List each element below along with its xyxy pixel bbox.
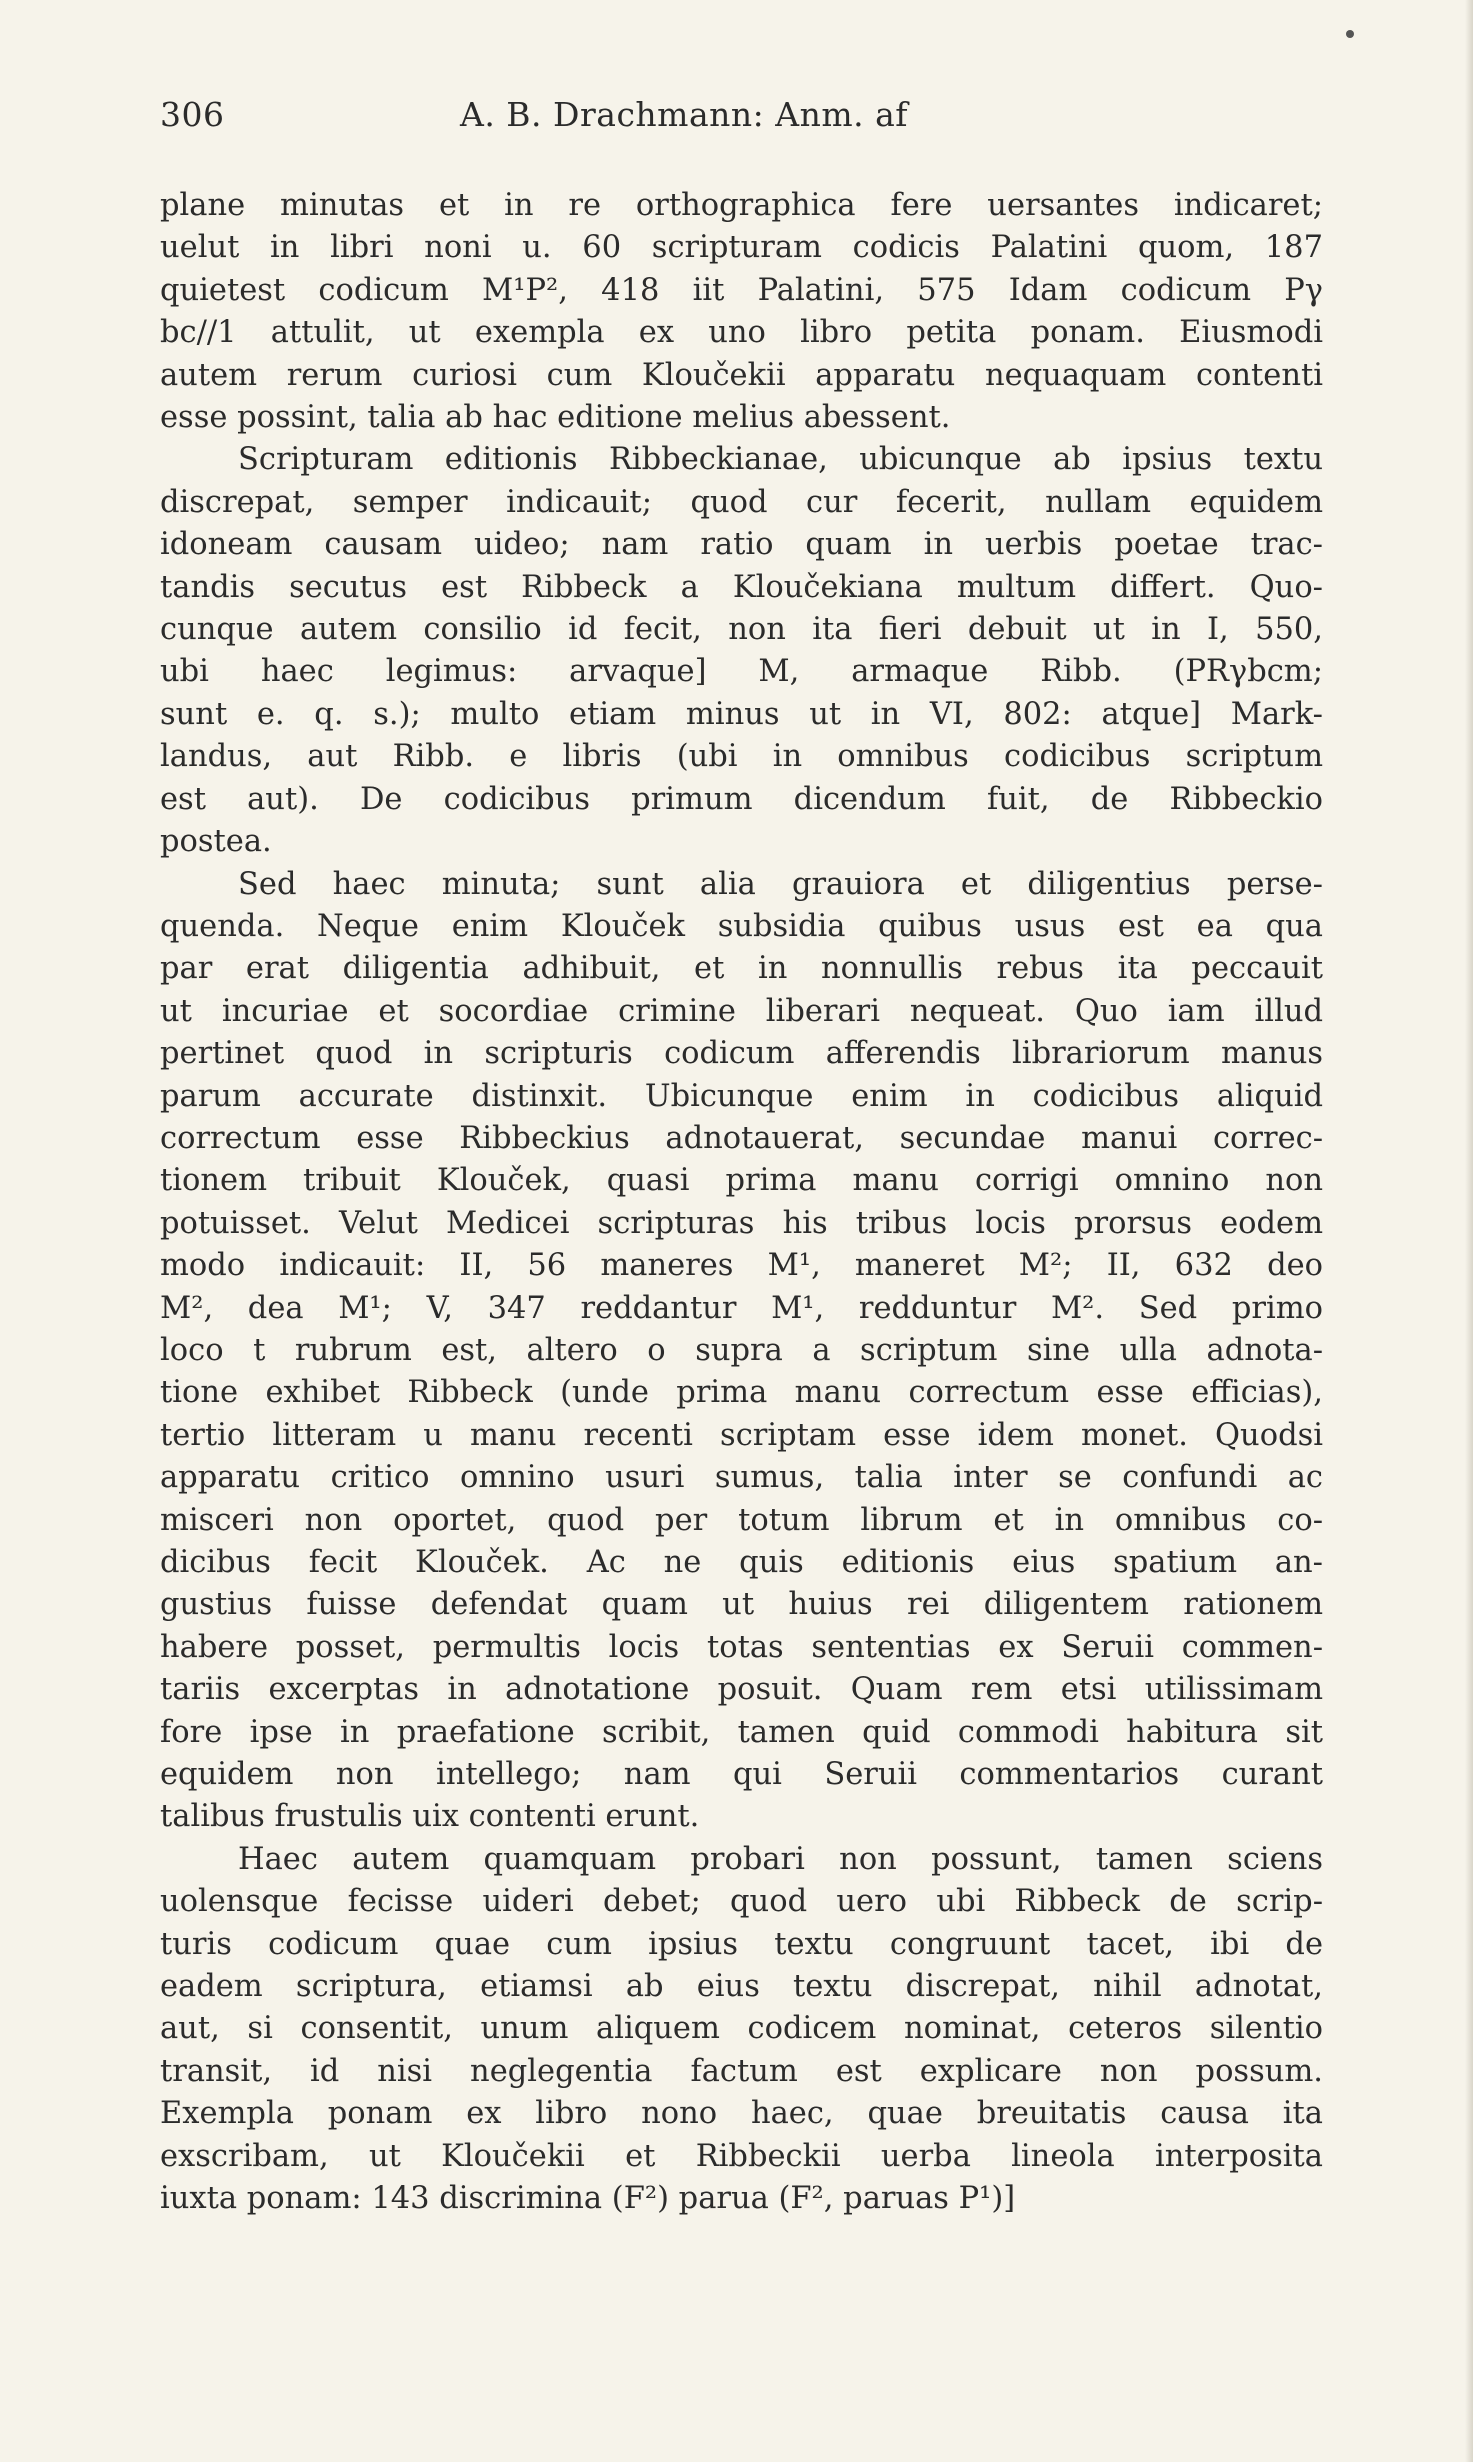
text-line: par erat diligentia adhibuit, et in nonnullis rebus ita peccauit — [160, 951, 1323, 987]
text-line: aut, si consentit, unum aliquem codicem nominat, ceteros silentio — [160, 2011, 1323, 2047]
text-line: landus, aut Ribb. e libris (ubi in omnibus codicibus scriptum — [160, 739, 1323, 775]
text-line: habere posset, permultis locis totas sententias ex Seruii commen- — [160, 1629, 1323, 1665]
text-line: tandis secutus est Ribbeck a Kloučekiana multum differt. Quo- — [160, 569, 1323, 605]
page-number: 306 — [160, 95, 225, 134]
text-line: apparatu critico omnino usuri sumus, talia inter se confundi ac — [160, 1460, 1323, 1496]
text-line: correctum esse Ribbeckius adnotauerat, secundae manui correc- — [160, 1120, 1323, 1156]
text-line: loco t rubrum est, altero o supra a scriptum sine ulla adnota- — [160, 1332, 1323, 1368]
text-line: eadem scriptura, etiamsi ab eius textu discrepat, nihil adnotat, — [160, 1969, 1323, 2005]
paragraph — [160, 1839, 1323, 2221]
page-edge — [1465, 0, 1473, 2462]
text-line: quenda. Neque enim Klouček subsidia quibus usus est ea qua — [160, 908, 1323, 944]
text-line: exscribam, ut Kloučekii et Ribbeckii uerba lineola interposita — [160, 2138, 1323, 2174]
body-text — [160, 185, 1323, 2221]
text-line: Scripturam editionis Ribbeckianae, ubicunque ab ipsius textu — [238, 442, 1323, 478]
text-line: transit, id nisi neglegentia factum est explicare non possum. — [160, 2053, 1323, 2089]
paragraph — [160, 439, 1323, 863]
text-line: quietest codicum M¹P², 418 iit Palatini, 575 Idam codicum Pγ — [160, 272, 1323, 308]
text-line: tariis excerptas in adnotatione posuit. Quam rem etsi utilissimam — [160, 1672, 1323, 1708]
text-line: M², dea M¹; V, 347 reddantur M¹, redduntur M². Sed primo — [160, 1290, 1323, 1326]
text-line: cunque autem consilio id fecit, non ita fieri debuit ut in I, 550, — [160, 612, 1323, 648]
text-line: Sed haec minuta; sunt alia grauiora et diligentius perse- — [238, 866, 1323, 902]
paragraph — [160, 864, 1323, 1839]
text-line: sunt e. q. s.); multo etiam minus ut in VI, 802: atque] Mark- — [160, 696, 1323, 732]
text-line: misceri non oportet, quod per totum librum et in omnibus co- — [160, 1502, 1323, 1538]
running-title: A. B. Drachmann: Anm. af — [460, 95, 909, 134]
text-line: modo indicauit: II, 56 maneres M¹, maneret M²; II, 632 deo — [160, 1248, 1323, 1284]
running-header — [160, 95, 1323, 165]
text-line: iuxta ponam: 143 discrimina (F²) parua (F², paruas P¹)] — [160, 2181, 1016, 2217]
text-line: est aut). De codicibus primum dicendum fuit, de Ribbeckio — [160, 781, 1323, 817]
text-line: uelut in libri noni u. 60 scripturam codicis Palatini quom, 187 — [160, 230, 1323, 266]
text-line: Exempla ponam ex libro nono haec, quae breuitatis causa ita — [160, 2096, 1323, 2132]
text-line: pertinet quod in scripturis codicum afferendis librariorum manus — [160, 1036, 1323, 1072]
text-line: esse possint, talia ab hac editione melius abessent. — [160, 400, 951, 436]
text-line: equidem non intellego; nam qui Seruii commentarios curant — [160, 1757, 1323, 1793]
text-line: parum accurate distinxit. Ubicunque enim in codicibus aliquid — [160, 1078, 1323, 1114]
text-line: plane minutas et in re orthographica fere uersantes indicaret; — [160, 188, 1323, 223]
text-line: discrepat, semper indicauit; quod cur fecerit, nullam equidem — [160, 484, 1323, 520]
text-line: gustius fuisse defendat quam ut huius rei diligentem rationem — [160, 1587, 1323, 1623]
text-line: ut incuriae et socordiae crimine liberari nequeat. Quo iam illud — [160, 993, 1323, 1029]
text-line: idoneam causam uideo; nam ratio quam in uerbis poetae trac- — [160, 527, 1323, 563]
text-line: uolensque fecisse uideri debet; quod uero ubi Ribbeck de scrip- — [160, 1884, 1323, 1920]
text-line: Haec autem quamquam probari non possunt, tamen sciens — [238, 1841, 1323, 1877]
text-line: fore ipse in praefatione scribit, tamen quid commodi habitura sit — [160, 1714, 1323, 1750]
text-line: dicibus fecit Klouček. Ac ne quis editionis eius spatium an- — [160, 1545, 1323, 1580]
text-line: ubi haec legimus: arvaque] M, armaque Ribb. (PRγbcm; — [160, 654, 1323, 690]
text-line: autem rerum curiosi cum Kloučekii apparatu nequaquam contenti — [160, 357, 1323, 393]
text-line: tionem tribuit Klouček, quasi prima manu corrigi omnino non — [160, 1163, 1323, 1199]
text-line: talibus frustulis uix contenti erunt. — [160, 1799, 700, 1835]
margin-dot — [1346, 30, 1354, 38]
text-line: postea. — [160, 824, 272, 860]
text-line: turis codicum quae cum ipsius textu congruunt tacet, ibi de — [160, 1926, 1323, 1962]
text-line: potuisset. Velut Medicei scripturas his tribus locis prorsus eodem — [160, 1205, 1323, 1241]
text-line: bc//1 attulit, ut exempla ex uno libro petita ponam. Eiusmodi — [160, 315, 1323, 351]
page — [160, 95, 1323, 2221]
paragraph — [160, 185, 1323, 439]
text-line: tertio litteram u manu recenti scriptam esse idem monet. Quodsi — [160, 1417, 1323, 1453]
text-line: tione exhibet Ribbeck (unde prima manu correctum esse efficias), — [160, 1375, 1323, 1411]
